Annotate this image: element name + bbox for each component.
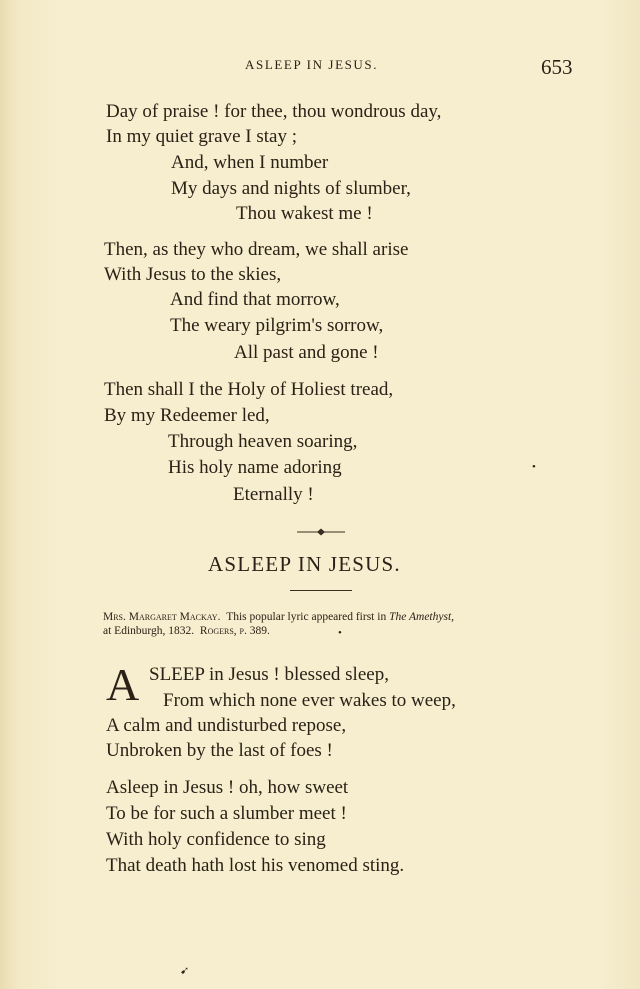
poem-line: Asleep in Jesus ! oh, how sweet (106, 777, 349, 798)
poem-line: To be for such a slumber meet ! (106, 803, 347, 824)
attribution-book: The Amethyst, (389, 611, 455, 623)
attribution-author: Mrs. Margaret Mackay. (103, 611, 221, 623)
poem-line: Unbroken by the last of foes ! (106, 740, 333, 761)
poem-line: All past and gone ! (234, 342, 379, 363)
poem-line: SLEEP in Jesus ! blessed sleep, (149, 664, 389, 685)
running-title: ASLEEP IN JESUS. (245, 57, 379, 72)
drop-cap: A (106, 659, 140, 710)
poem-line: The weary pilgrim's sorrow, (170, 315, 384, 336)
poem-line: From which none ever wakes to weep, (163, 690, 456, 711)
poem-line: Day of praise ! for thee, thou wondrous day, (106, 101, 442, 122)
attribution-place: at Edinburgh, 1832. (103, 625, 195, 637)
title-rule (290, 590, 352, 591)
poem-line: And find that morrow, (170, 289, 340, 310)
attribution-line-1 (103, 610, 454, 624)
page-number: 653 (541, 55, 573, 79)
poem-title: ASLEEP IN JESUS. (208, 552, 401, 576)
poem-line: His holy name adoring (168, 457, 342, 478)
attribution-source: Rogers, p. 389. (199, 625, 270, 637)
poem-line: Through heaven soaring, (168, 431, 358, 452)
print-speck: • (338, 627, 342, 639)
print-speck: ➹ (180, 965, 190, 977)
poem-line: A calm and undisturbed repose, (106, 715, 347, 736)
poem-line: That death hath lost his venomed sting. (106, 855, 405, 876)
poem-line: With holy confidence to sing (106, 829, 326, 850)
poem-line: Then shall I the Holy of Holiest tread, (104, 379, 394, 400)
poem-line: With Jesus to the skies, (104, 264, 282, 285)
print-speck: • (532, 461, 536, 473)
poem-line: Eternally ! (233, 484, 314, 505)
ornament-divider (297, 527, 345, 537)
poem-line: Then, as they who dream, we shall arise (104, 239, 409, 260)
attribution-note: This popular lyric appeared first in (226, 611, 387, 623)
poem-line: In my quiet grave I stay ; (106, 126, 298, 147)
attribution-line-2 (103, 624, 270, 638)
poem-line: And, when I number (171, 152, 329, 173)
poem-line: Thou wakest me ! (236, 203, 373, 224)
poem-line: My days and nights of slumber, (171, 178, 411, 199)
poem-line: By my Redeemer led, (104, 405, 270, 426)
